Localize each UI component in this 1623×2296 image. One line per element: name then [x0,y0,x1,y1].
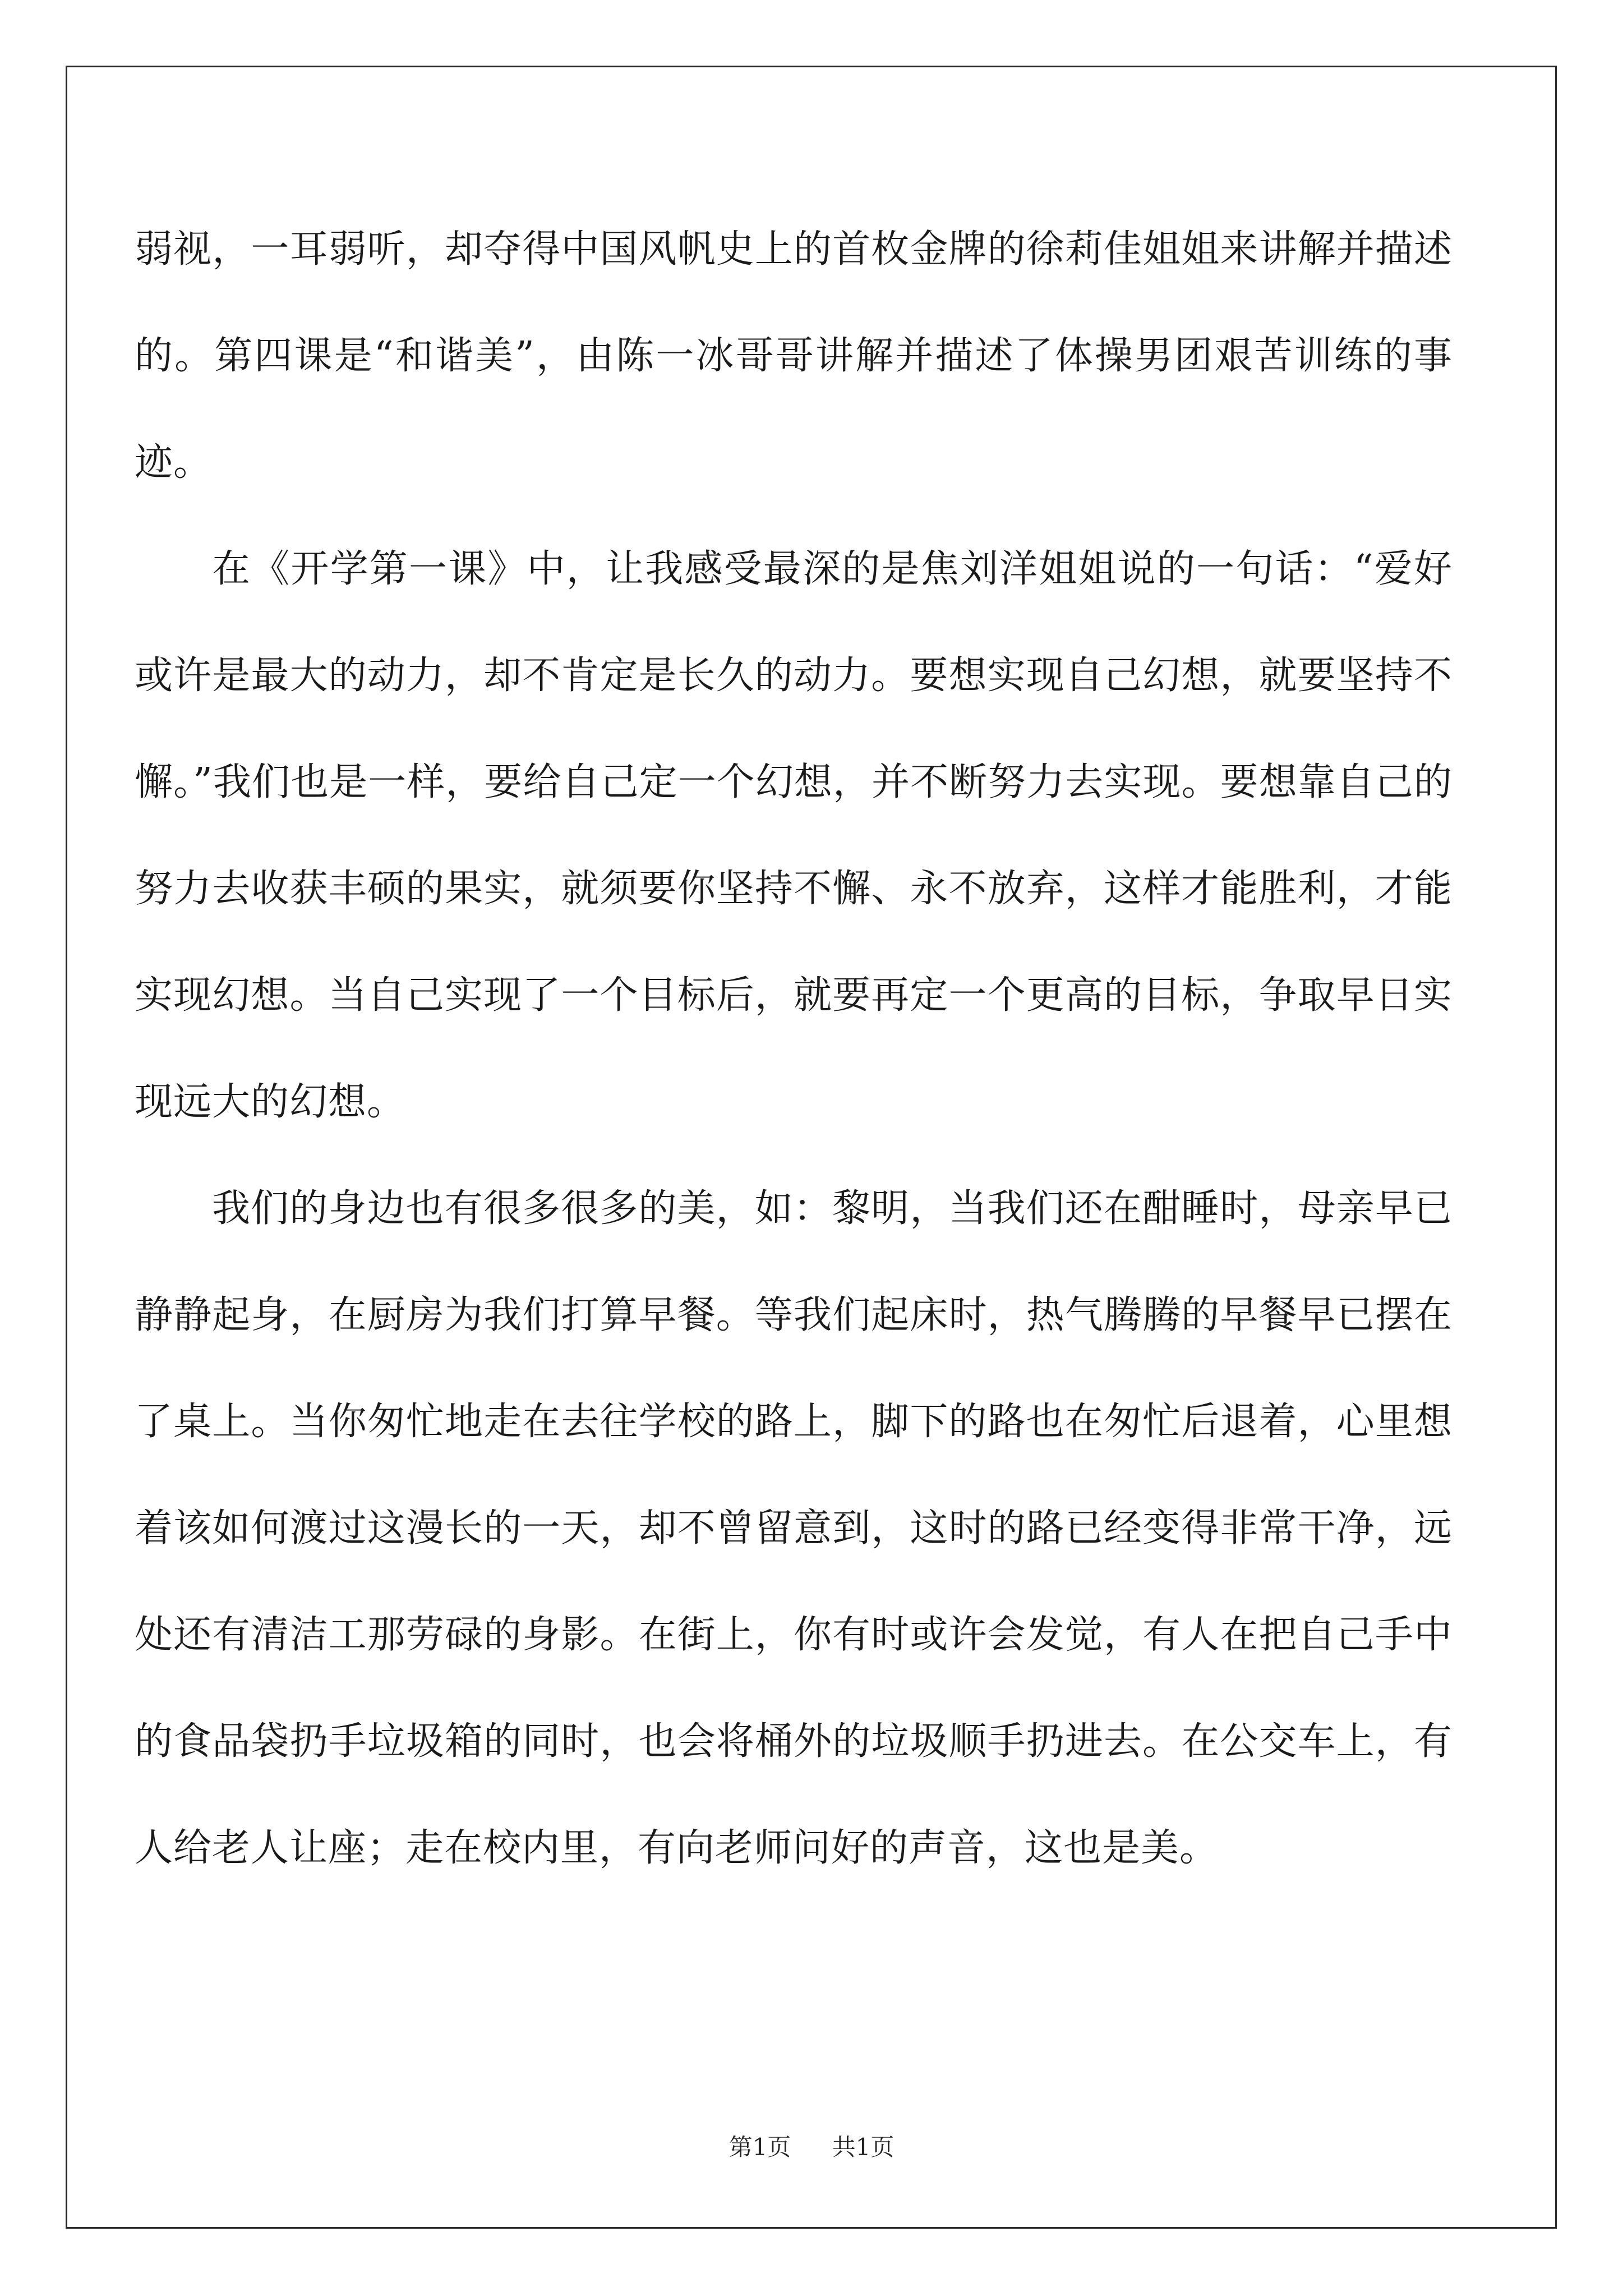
paragraph-2: 在《开学第一课》中，让我感受最深的是焦刘洋姐姐说的一句话：“爱好或许是最大的动力，却不肯定是长久的动力。要想实现自己幻想，就要坚持不懈。”我们也是一样，要给自己定一个幻想，并不断努力去实现。要想靠自己的努力去收获丰硕的果实，就须要你坚持不懈、永不放弃，这样才能胜利，才能实现幻想。当自己实现了一个目标后，就要再定一个更高的目标，争取早日实现远大的幻想。 [135,547,1453,1124]
page-total: 共1页 [832,2133,895,2161]
paragraph-1: 弱视，一耳弱听，却夺得中国风帆史上的首枚金牌的徐莉佳姐姐来讲解并描述的。第四课是“和谐美”，由陈一冰哥哥讲解并描述了体操男团艰苦训练的事迹。 [135,227,1453,485]
page-number: 第1页 [728,2133,791,2161]
paragraph-3: 我们的身边也有很多很多的美，如：黎明，当我们还在酣睡时，母亲早已静静起身，在厨房为我们打算早餐。等我们起床时，热气腾腾的早餐早已摆在了桌上。当你匆忙地走在去往学校的路上，脚下的路也在匆忙后退着，心里想着该如何渡过这漫长的一天，却不曾留意到，这时的路已经变得非常干净，远处还有清洁工那劳碌的身影。在街上，你有时或许会发觉，有人在把自己手中的食品袋扔手垃圾箱的同时，也会将桶外的垃圾顺手扔进去。在公交车上，有人给老人让座；走在校内里，有向老师问好的声音，这也是美。 [135,1186,1453,1870]
page-footer [0,2129,1623,2162]
